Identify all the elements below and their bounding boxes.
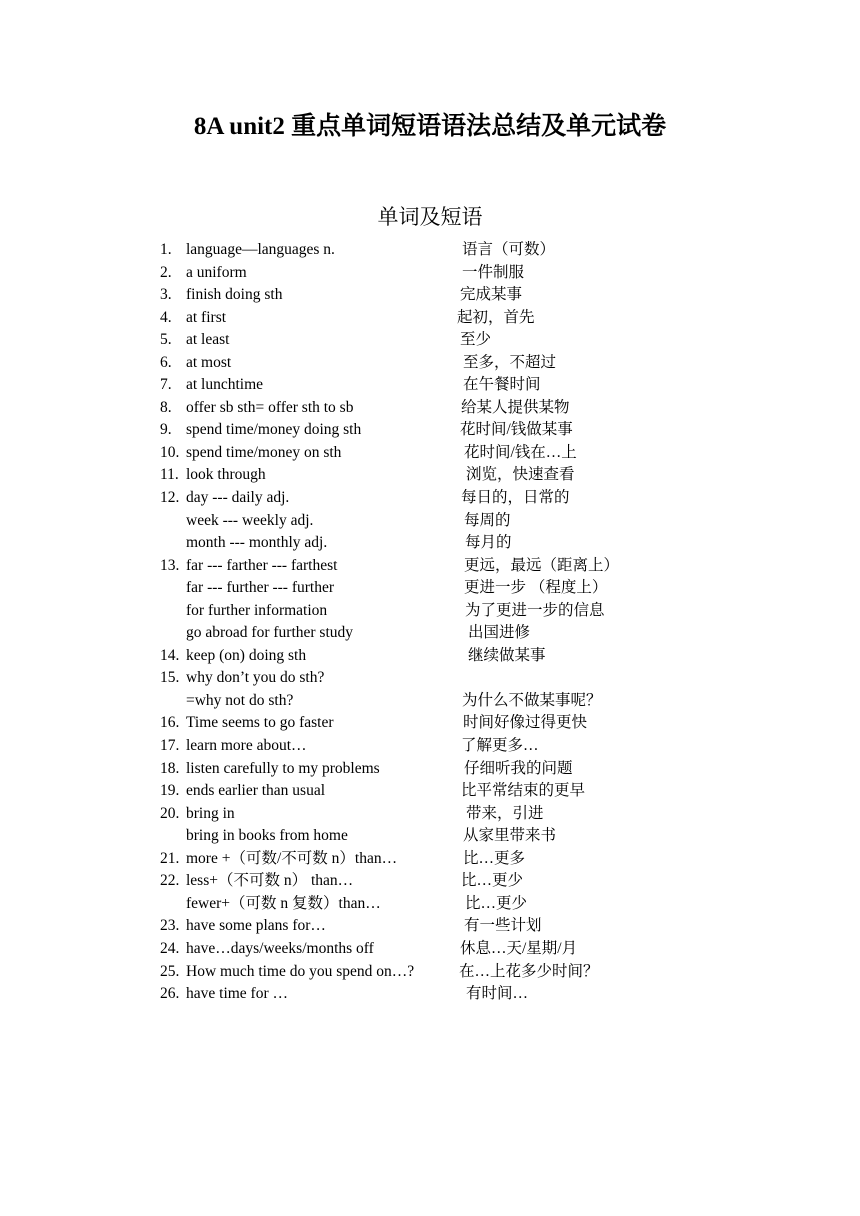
item-number: 4. (160, 308, 172, 326)
item-english: for further information (186, 601, 328, 619)
item-english: far --- further --- further (186, 579, 335, 597)
list-item (0, 667, 860, 690)
item-chinese: 比…更多 (463, 849, 526, 867)
item-chinese: 出国进修 (468, 624, 531, 642)
list-item (0, 915, 860, 938)
item-number: 18. (160, 759, 180, 777)
list-item (0, 307, 860, 330)
item-chinese: 在…上花多少时间？ (459, 962, 599, 980)
list-item (0, 780, 860, 803)
item-english: more +（可数/不可数 n）than… (186, 849, 398, 867)
list-item (0, 961, 860, 984)
item-english: bring in (186, 804, 235, 822)
list-item (0, 645, 860, 668)
item-english: look through (186, 466, 266, 484)
item-chinese: 更远，最远（距离上） (464, 556, 620, 574)
list-item (0, 239, 860, 262)
item-english: language—languages n. (186, 241, 335, 258)
item-english: month --- monthly adj. (186, 534, 328, 552)
item-english: less+（不可数 n） than… (186, 872, 354, 890)
list-item (0, 600, 860, 623)
item-number: 14. (160, 646, 180, 664)
item-english: at most (186, 353, 232, 371)
item-english: How much time do you spend on…? (186, 962, 415, 980)
item-english: a uniform (186, 263, 247, 281)
item-chinese: 从家里带来书 (463, 827, 557, 845)
item-english: why don’t you do sth? (186, 669, 325, 687)
item-chinese: 更进一步 （程度上） (464, 579, 608, 597)
item-chinese: 有一些计划 (464, 917, 542, 935)
page-title: 8A unit2 重点单词短语语法总结及单元试卷 (193, 113, 667, 140)
list-item (0, 487, 860, 510)
item-number: 20. (160, 804, 180, 822)
item-number: 26. (160, 985, 180, 1003)
item-chinese: 比平常结束的更早 (461, 782, 586, 800)
list-item (0, 712, 860, 735)
list-item (0, 577, 860, 600)
list-item (0, 870, 860, 893)
item-english: =why not do sth? (186, 691, 294, 709)
item-chinese: 花时间/钱做某事 (460, 421, 573, 439)
item-english: keep (on) doing sth (186, 646, 307, 664)
list-item (0, 803, 860, 826)
item-chinese: 花时间/钱在…上 (464, 443, 577, 461)
item-english: spend time/money on sth (186, 443, 342, 461)
item-english: at least (186, 331, 230, 349)
item-number: 11. (160, 466, 179, 484)
item-english: week --- weekly adj. (186, 511, 314, 529)
item-number: 7. (160, 376, 172, 394)
item-english: offer sb sth= offer sth to sb (186, 398, 354, 416)
list-item (0, 622, 860, 645)
list-item (0, 442, 860, 465)
item-english: ends earlier than usual (186, 782, 326, 800)
item-number: 21. (160, 849, 180, 867)
item-number: 15. (160, 669, 180, 687)
item-english: have…days/weeks/months off (186, 939, 374, 957)
item-chinese: 有时间… (466, 985, 529, 1003)
item-chinese: 带来，引进 (466, 804, 544, 822)
item-chinese: 在午餐时间 (463, 376, 541, 394)
item-english: finish doing sth (186, 286, 283, 304)
list-item (0, 262, 860, 285)
list-item (0, 555, 860, 578)
item-number: 24. (160, 939, 180, 957)
list-item (0, 848, 860, 871)
item-number: 3. (160, 286, 172, 304)
list-item (0, 284, 860, 307)
item-chinese: 起初，首先 (457, 308, 535, 326)
item-number: 2. (160, 263, 172, 281)
item-chinese: 语言（可数） (462, 241, 556, 258)
item-number: 12. (160, 489, 180, 507)
item-chinese: 比…更少 (461, 872, 524, 890)
vocabulary-list (0, 239, 860, 1006)
list-item (0, 690, 860, 713)
item-chinese: 了解更多… (461, 737, 539, 755)
item-english: go abroad for further study (186, 624, 354, 642)
item-english: at lunchtime (186, 376, 264, 394)
list-item (0, 893, 860, 916)
item-number: 23. (160, 917, 180, 935)
item-english: far --- farther --- farthest (186, 556, 338, 574)
item-number: 5. (160, 331, 172, 349)
item-chinese: 完成某事 (460, 286, 523, 304)
list-item (0, 374, 860, 397)
item-english: have some plans for… (186, 917, 326, 935)
list-item (0, 983, 860, 1006)
item-chinese: 给某人提供某物 (461, 398, 570, 416)
item-chinese: 一件制服 (462, 263, 525, 281)
item-english: spend time/money doing sth (186, 421, 362, 439)
item-chinese: 比…更少 (465, 894, 528, 912)
item-english: Time seems to go faster (186, 714, 334, 732)
list-item (0, 419, 860, 442)
item-chinese: 继续做某事 (468, 646, 546, 664)
item-english: day --- daily adj. (186, 489, 290, 507)
item-chinese: 仔细听我的问题 (464, 759, 573, 777)
item-number: 13. (160, 556, 180, 574)
item-number: 10. (160, 443, 180, 461)
item-chinese: 浏览，快速查看 (466, 466, 575, 484)
item-english: listen carefully to my problems (186, 759, 380, 777)
item-english: have time for … (186, 985, 289, 1003)
item-chinese: 时间好像过得更快 (463, 714, 588, 732)
item-number: 25. (160, 962, 180, 980)
item-chinese: 休息…天/星期/月 (460, 939, 578, 957)
item-chinese: 每周的 (464, 511, 511, 529)
item-chinese: 至少 (460, 331, 492, 349)
list-item (0, 510, 860, 533)
item-chinese: 每月的 (465, 534, 512, 552)
section-heading: 单词及短语 (377, 205, 483, 229)
list-item (0, 825, 860, 848)
list-item (0, 735, 860, 758)
item-english: at first (186, 308, 227, 326)
list-item (0, 758, 860, 781)
list-item (0, 329, 860, 352)
list-item (0, 532, 860, 555)
item-english: bring in books from home (186, 827, 348, 845)
item-chinese: 至多，不超过 (463, 353, 557, 371)
list-item (0, 938, 860, 961)
item-number: 22. (160, 872, 180, 890)
list-item (0, 464, 860, 487)
item-chinese: 每日的，日常的 (461, 489, 570, 507)
item-number: 8. (160, 398, 172, 416)
item-english: learn more about… (186, 737, 307, 755)
item-number: 6. (160, 353, 172, 371)
item-number: 19. (160, 782, 180, 800)
item-number: 9. (160, 421, 172, 439)
item-number: 17. (160, 737, 180, 755)
item-english: fewer+（可数 n 复数）than… (186, 894, 381, 912)
item-number: 1. (160, 241, 172, 258)
item-number: 16. (160, 714, 180, 732)
list-item (0, 352, 860, 375)
item-chinese: 为什么不做某事呢？ (462, 691, 602, 709)
item-chinese: 为了更进一步的信息 (465, 601, 605, 619)
list-item (0, 397, 860, 420)
